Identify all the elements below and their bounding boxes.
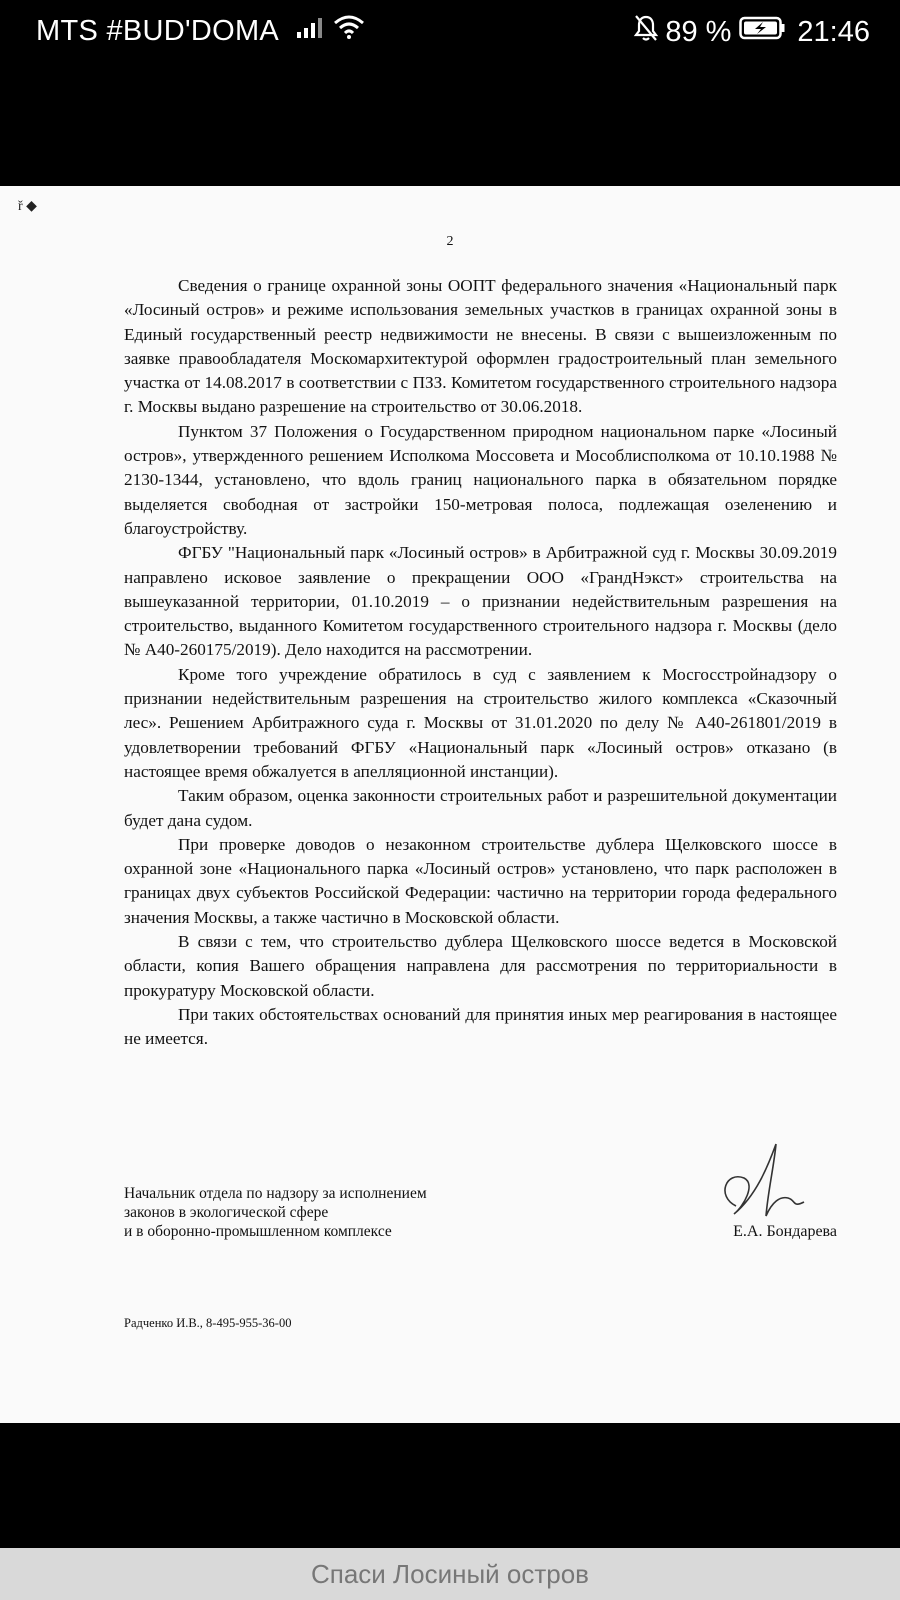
paragraph: Пунктом 37 Положения о Государственном природном национальном парке «Лосиный остров», утвержденного решением Исполкома Моссовета и Мособлисполкома от 10.10.1988 № 2130-1344, установлено, что вдоль границ национального парка в обязательном порядке выделяется свободная от застройки 150-метровая полоса, подлежащая озеленению и благоустройству. [124, 421, 837, 538]
wifi-icon [333, 14, 365, 48]
handwritten-signature [696, 1136, 816, 1236]
paragraph: Таким образом, оценка законности строительных работ и разрешительной документации будет дана судом. [124, 786, 837, 830]
letter-body [124, 274, 837, 1052]
paragraph: ФГБУ "Национальный парк «Лосиный остров» в Арбитражной суд г. Москвы 30.09.2019 направлено исковое заявление о прекращении ООО «ГрандНэкст» строительства на вышеуказанной территории, 01.10.2019 – о признании недействительным разрешения на строительство, выданного Комитетом государственного строительного надзора г. Москвы (дело № А40-260175/2019). Дело находится на рассмотрении. [124, 543, 837, 660]
bottom-caption-bar [0, 1548, 900, 1600]
signer-name: Е.А. Бондарева [733, 1223, 837, 1240]
paragraph: При таких обстоятельствах оснований для принятия иных мер реагирования в настоящее не имеется. [124, 1004, 837, 1049]
paragraph: Кроме того учреждение обратилось в суд с заявлением к Мосгосстройнадзору о признании недействительным разрешения на строительство жилого комплекса «Сказочный лес». Решением Арбитражного суда г. Москвы от 31.01.2020 по делу № А40-261801/2019 в удовлетворении требований ФГБУ «Национальный парк «Лосиный остров» отказано (в настоящее время обжалуется в апелляционной инстанции). [124, 664, 837, 781]
signer-position-line: Начальник отдела по надзору за исполнением [124, 1185, 427, 1202]
mute-icon [633, 14, 659, 50]
signer-position [124, 1184, 554, 1241]
status-left-icons [295, 14, 365, 48]
signal-icon [295, 15, 325, 48]
document-page [0, 186, 900, 1423]
paragraph: При проверке доводов о незаконном строительстве дублера Щелковского шоссе в охранной зоне «Национального парка «Лосиный остров» установлено, что парк расположен в границах двух субъектов Российской Федерации: частично на территории города федерального значения Москвы, а также частично в Московской области. [124, 834, 837, 927]
carrier-name: MTS #BUD'DOMA [36, 14, 280, 47]
status-right [625, 14, 870, 50]
battery-icon [739, 15, 785, 49]
clock: 21:46 [797, 15, 870, 48]
status-bar [0, 0, 900, 64]
caption-title: Спаси Лосиный остров [310, 1559, 589, 1589]
signature-block [124, 1184, 837, 1241]
paragraph: Сведения о границе охранной зоны ООПТ федерального значения «Национальный парк «Лосиный остров» и режиме использования земельных участков в границах охранной зоны в Единый государственный реестр недвижимости не внесены. В связи с вышеизложенным по заявке правообладателя Москомархитектурой оформлен градостроительный план земельного участка от 14.08.2017 в соответствии с ПЗЗ. Комитетом государственного строительного надзора г. Москвы выдано разрешение на строительство от 30.06.2018. [124, 276, 837, 417]
page-number: 2 [446, 234, 454, 249]
executor-contact: Радченко И.В., 8-495-955-36-00 [124, 1316, 292, 1330]
battery-percent: 89 % [665, 15, 732, 48]
signer-position-line: и в оборонно-промышленном комплексе [124, 1223, 392, 1240]
status-left [36, 14, 365, 48]
signer-position-line: законов в экологической сфере [124, 1204, 329, 1221]
scan-artifact: ř ◆ [18, 199, 37, 214]
paragraph: В связи с тем, что строительство дублера Щелковского шоссе ведется в Московской области, копия Вашего обращения направлена для рассмотрения по территориальности в прокуратуру Московской области. [124, 932, 837, 1000]
